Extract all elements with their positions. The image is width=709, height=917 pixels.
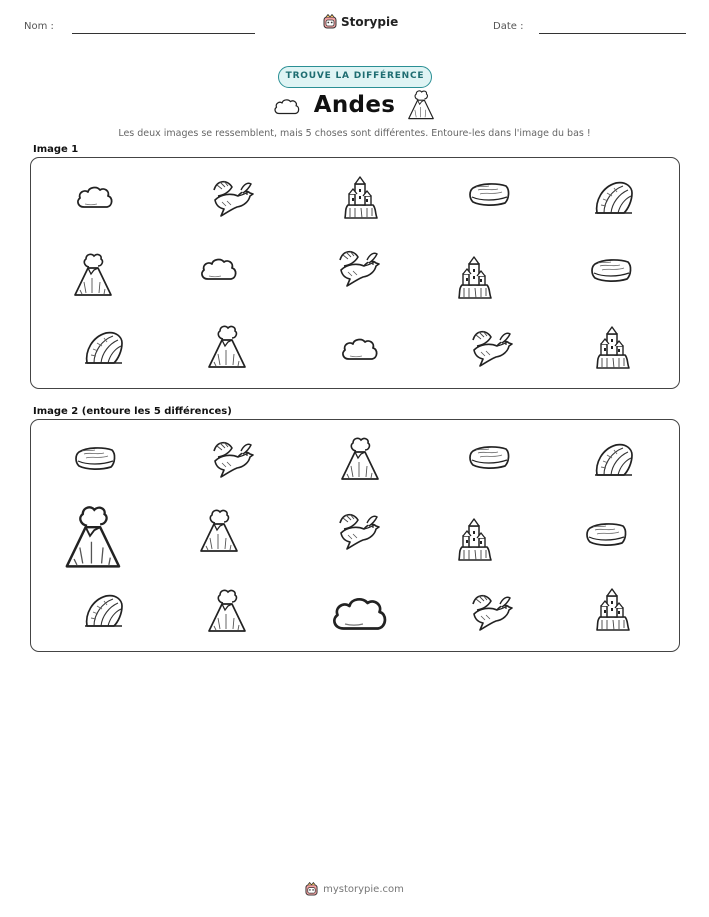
image1-stone-icon <box>589 256 633 284</box>
image1-stone-icon <box>467 180 511 208</box>
activity-badge: TROUVE LA DIFFÉRENCE <box>278 66 432 88</box>
image2-bird-icon[interactable] <box>208 437 254 479</box>
image2-bird-icon[interactable] <box>334 509 380 551</box>
image2-volcano-icon[interactable] <box>61 504 125 571</box>
image1-label: Image 1 <box>33 144 79 155</box>
image2-shell-icon[interactable] <box>592 441 636 479</box>
image2-stone-icon[interactable] <box>73 444 117 472</box>
page-title: Andes <box>313 92 396 118</box>
brand-logo <box>323 14 398 29</box>
image2-volcano-icon[interactable] <box>197 508 241 554</box>
footer <box>0 882 709 896</box>
image1-volcano-icon <box>205 324 249 370</box>
image1-castle-icon <box>340 174 380 220</box>
image2-label: Image 2 (entoure les 5 différences) <box>33 406 232 417</box>
image1-shell-icon <box>592 179 636 217</box>
instructions: Les deux images se ressemblent, mais 5 choses sont différentes. Entoure-les dans l'image du bas ! <box>118 128 591 139</box>
storypie-mascot-icon <box>305 882 318 896</box>
image2-castle-icon[interactable] <box>592 586 632 632</box>
name-label: Nom : <box>24 21 54 32</box>
image2-stone-icon[interactable] <box>467 443 511 471</box>
image1-bird-icon <box>208 176 254 218</box>
image2-volcano-icon[interactable] <box>205 588 249 634</box>
date-label: Date : <box>493 21 524 32</box>
image1-volcano-icon <box>71 252 115 298</box>
image1-bird-icon <box>467 326 513 368</box>
footer-site[interactable]: mystorypie.com <box>323 883 404 895</box>
image1-bird-icon <box>334 246 380 288</box>
title-cloud-icon <box>273 97 301 116</box>
image1-castle-icon <box>592 324 632 370</box>
image2-castle-icon[interactable] <box>454 516 494 562</box>
brand-name: Storypie <box>341 14 399 29</box>
image2-bird-icon[interactable] <box>467 590 513 632</box>
image1-cloud-icon <box>75 184 115 210</box>
date-line[interactable] <box>539 33 686 34</box>
image1-shell-icon <box>82 329 126 367</box>
image2-stone-icon[interactable] <box>584 520 628 548</box>
image2-cloud-icon[interactable] <box>330 594 390 633</box>
image1-castle-icon <box>454 254 494 300</box>
title-volcano-icon <box>406 89 436 121</box>
storypie-mascot-icon <box>323 14 337 29</box>
image1-cloud-icon <box>199 256 239 282</box>
image1-cloud-icon <box>340 336 380 362</box>
image2-shell-icon[interactable] <box>82 592 126 630</box>
image2-volcano-icon[interactable] <box>338 436 382 482</box>
name-line[interactable] <box>72 33 255 34</box>
